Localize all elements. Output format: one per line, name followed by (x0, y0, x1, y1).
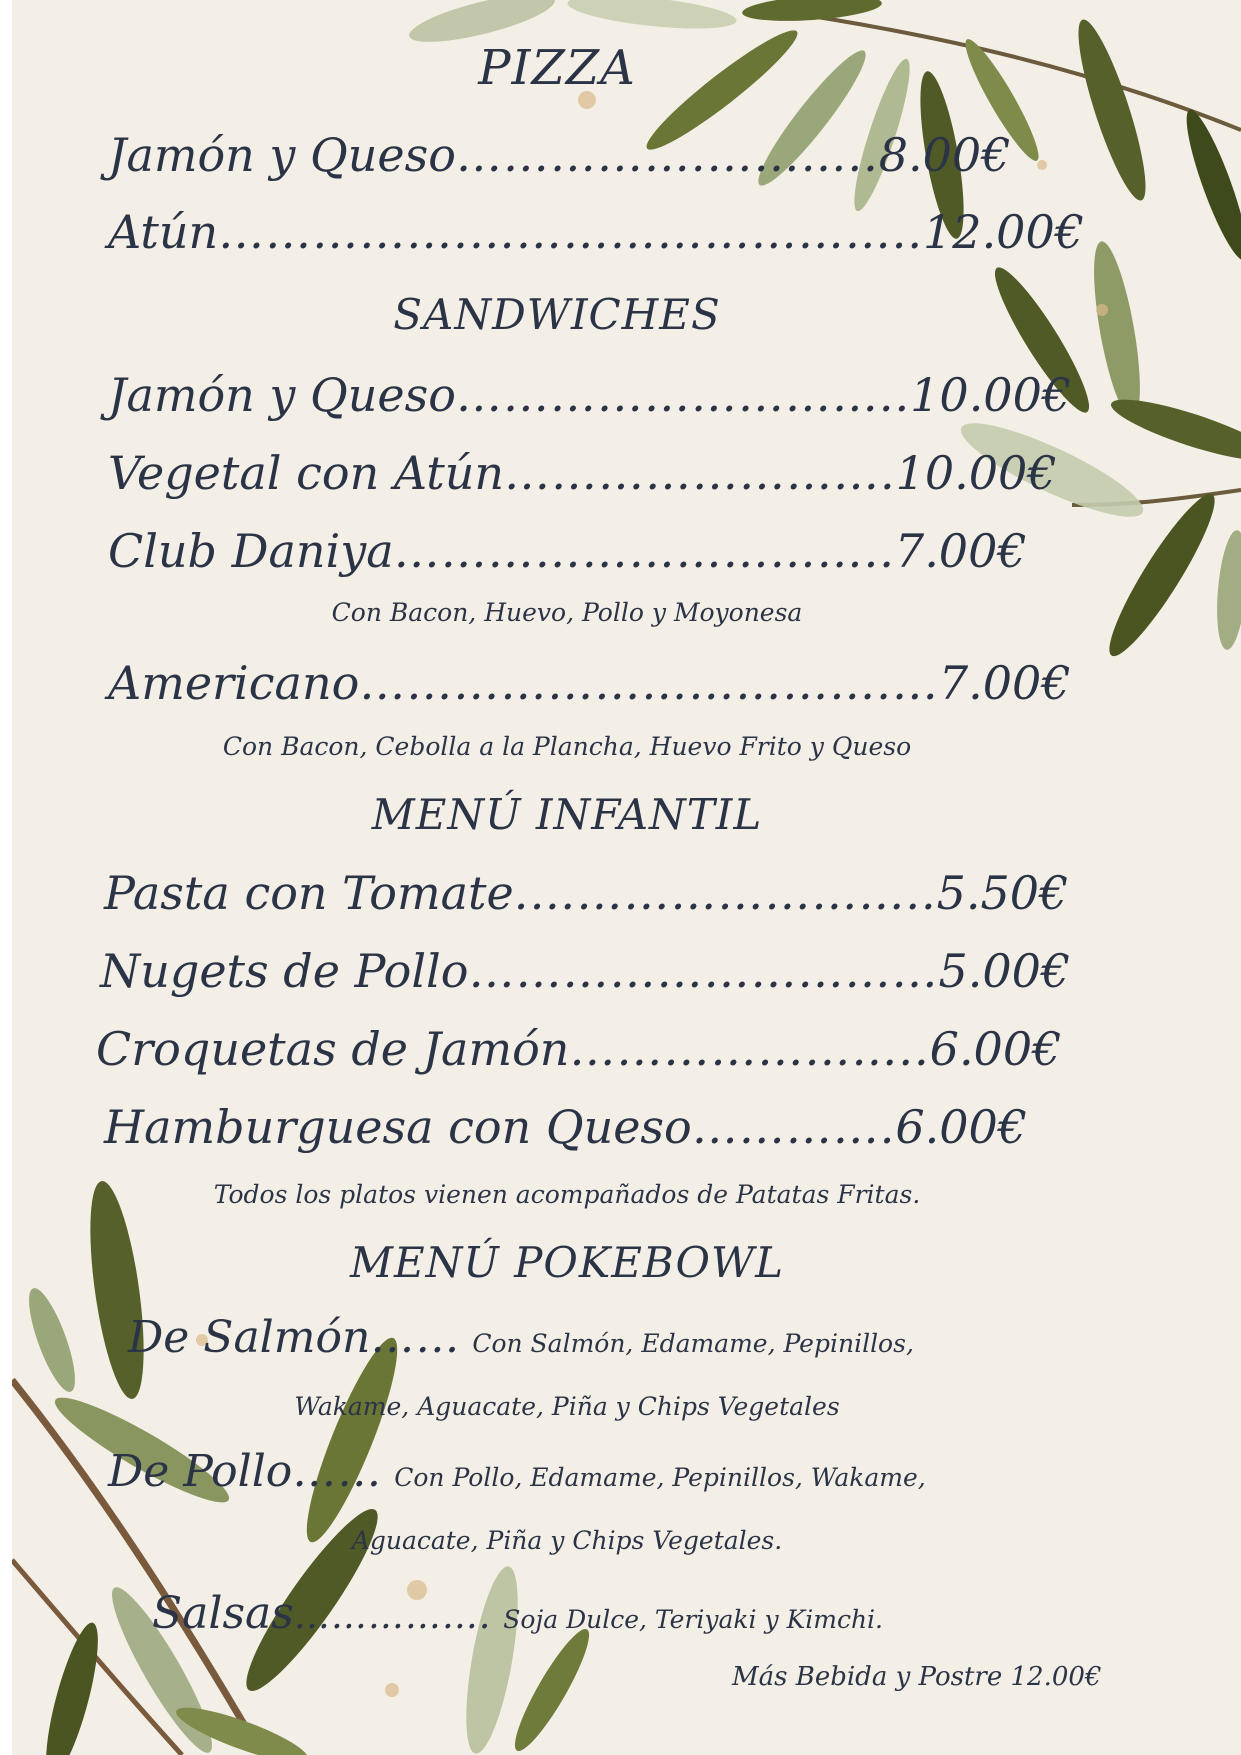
dot-leader: …… (292, 1446, 383, 1497)
item-name: Vegetal con Atún (108, 446, 504, 500)
menu-item-pokebowl-salsas (152, 1588, 883, 1639)
menu-item-infantil-croquetas (96, 1022, 1061, 1076)
dot-leader: ……………. (293, 1596, 492, 1637)
item-name: Pasta con Tomate (104, 866, 514, 920)
dot-leader: ………………………… (468, 944, 939, 998)
item-price: 7.00€ (938, 656, 1071, 710)
item-name: Americano (108, 656, 360, 710)
item-description: Con Pollo, Edamame, Pepinillos, Wakame, (394, 1463, 926, 1492)
pokebowl-extra-offer: Más Bebida y Postre 12.00€ (732, 1662, 1102, 1692)
sandwiches-heading: SANDWICHES (393, 290, 721, 339)
menu-item-sandwich-americano (108, 656, 1071, 710)
item-description: Con Salmón, Edamame, Pepinillos, (472, 1329, 914, 1358)
item-name: De Salmón (128, 1312, 371, 1363)
item-price: 10.00€ (895, 446, 1057, 500)
dot-leader: …… (370, 1312, 461, 1363)
item-name: Club Daniya (108, 524, 394, 578)
item-name: Salsas (152, 1588, 294, 1639)
item-name: Jamón y Queso (108, 128, 456, 182)
club-daniya-description: Con Bacon, Huevo, Pollo y Moyonesa (331, 598, 803, 627)
menu-item-infantil-pasta (104, 866, 1068, 920)
item-price: 12.00€ (923, 205, 1084, 259)
dot-leader: ……………………….. (455, 368, 911, 422)
item-price: 5.00€ (938, 944, 1071, 998)
item-name: Jamón y Queso (108, 368, 456, 422)
dot-leader: …………….……….. (455, 128, 879, 182)
americano-description: Con Bacon, Cebolla a la Plancha, Huevo Frito y Queso (222, 732, 912, 761)
menu-item-sandwich-vegetal-atun (108, 446, 1057, 500)
item-name: Atún (108, 205, 219, 259)
menu-item-infantil-nugets (100, 944, 1070, 998)
infantil-note: Todos los platos vienen acompañados de Patatas Fritas. (213, 1180, 921, 1209)
pizza-heading: PIZZA (478, 40, 636, 96)
item-price: 6.00€ (895, 1100, 1028, 1154)
item-name: De Pollo (108, 1446, 293, 1497)
dot-leader: …………………………….… (359, 656, 939, 710)
menu-page (12, 0, 1241, 1755)
item-price: 8.00€ (878, 128, 1011, 182)
salmon-description-cont: Wakame, Aguacate, Piña y Chips Vegetales (294, 1392, 840, 1421)
item-name: Hamburguesa con Queso (104, 1100, 692, 1154)
menu-content (12, 0, 1241, 1755)
dot-leader: …………….……………………….. (218, 205, 924, 259)
item-name: Croquetas de Jamón (96, 1022, 570, 1076)
menu-item-pizza-atun (108, 205, 1084, 259)
menu-item-sandwich-club-daniya (108, 524, 1027, 578)
item-price: 5.50€ (936, 866, 1069, 920)
infantil-heading: MENÚ INFANTIL (371, 790, 763, 839)
menu-item-sandwich-jamon-queso (108, 368, 1071, 422)
menu-item-pokebowl-pollo (108, 1446, 926, 1497)
menu-item-pizza-jamon-queso (108, 128, 1010, 182)
dot-leader: ……………………. (504, 446, 896, 500)
item-price: 10.00€ (910, 368, 1072, 422)
menu-item-infantil-hamburguesa (104, 1100, 1027, 1154)
item-price: 6.00€ (929, 1022, 1062, 1076)
dot-leader: .…………………….. (513, 866, 937, 920)
dot-leader: …………. (691, 1100, 896, 1154)
menu-item-pokebowl-salmon (128, 1312, 914, 1363)
pokebowl-heading: MENÚ POKEBOWL (349, 1238, 785, 1287)
pollo-description-cont: Aguacate, Piña y Chips Vegetales. (351, 1526, 783, 1555)
item-name: Nugets de Pollo (100, 944, 469, 998)
item-description: Soja Dulce, Teriyaki y Kimchi. (503, 1605, 883, 1634)
item-price: 7.00€ (894, 524, 1027, 578)
dot-leader: ………………….. (569, 1022, 930, 1076)
dot-leader: ………………………….. (393, 524, 895, 578)
